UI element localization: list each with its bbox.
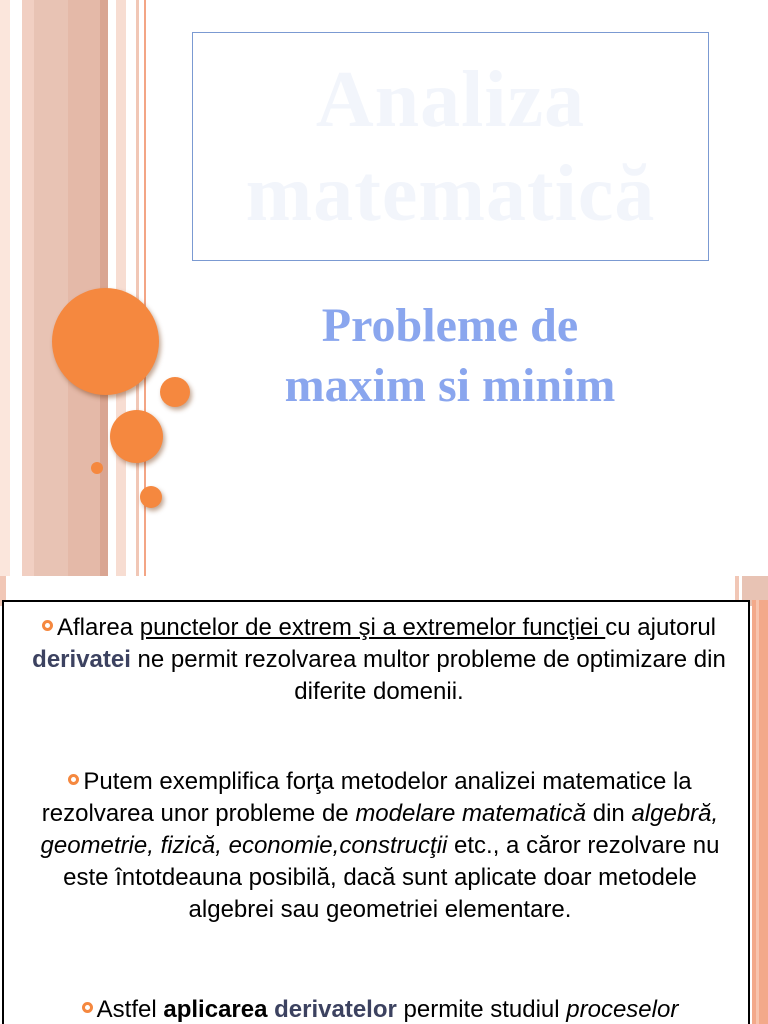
bullet-text: ne permit rezolvarea multor probleme de optimizare din diferite domenii.: [130, 646, 726, 705]
underlined-term: punctelor de extrem şi a extremelor funcţiei: [139, 614, 606, 641]
title-box: [192, 32, 709, 261]
slide-title: Analiza matematică: [245, 55, 656, 238]
bullet-item: [24, 766, 736, 926]
bullet-ring-icon: [68, 774, 79, 785]
bold-term: derivatei: [32, 646, 131, 673]
decor-stripe: [0, 0, 10, 576]
italic-term: algebră, geometrie, fizică, economie,construcţii: [40, 800, 719, 859]
bullet-text: cu ajutorul: [605, 614, 716, 641]
bullet-text: etc., a căror rezolvare nu este întotdeauna posibilă, dacă sunt aplicate doar metodele algebrei sau geometriei elementare.: [63, 832, 720, 923]
bullet-text: Putem exemplifica forţa metodelor analizei matematice la rezolvarea unor probleme de: [41, 768, 692, 827]
bullet-ring-icon: [82, 1002, 93, 1013]
content-slide: [0, 576, 768, 1024]
decor-circle: [160, 377, 190, 407]
decor-circle: [91, 462, 103, 474]
content-box: [2, 600, 750, 1024]
bold-term: derivatelor: [274, 996, 397, 1023]
bold-term: aplicarea: [163, 996, 268, 1023]
subtitle-line: Probleme de: [321, 299, 579, 352]
slide-subtitle: [200, 296, 700, 416]
bullet-ring-icon: [42, 620, 53, 631]
bullet-text: Aflarea: [57, 614, 140, 641]
decor-stripe: [752, 600, 768, 1024]
decor-circle: [110, 410, 163, 463]
decor-stripe: [34, 0, 68, 576]
decor-circle: [140, 486, 162, 508]
bullet-text: Astfel: [96, 996, 164, 1023]
decor-stripe: [116, 0, 126, 576]
decor-stripe: [22, 0, 34, 576]
bullet-text: permite studiul: [396, 996, 567, 1023]
subtitle-line: maxim si minim: [284, 359, 616, 412]
bullet-item: [24, 994, 736, 1024]
italic-term: modelare matematică: [355, 800, 587, 827]
decor-circle: [52, 288, 159, 395]
italic-term: proceselor: [566, 996, 679, 1023]
bullet-item: [32, 612, 726, 708]
bullet-text: din: [586, 800, 632, 827]
decor-stripe: [136, 0, 139, 576]
decor-stripe: [756, 600, 759, 1024]
